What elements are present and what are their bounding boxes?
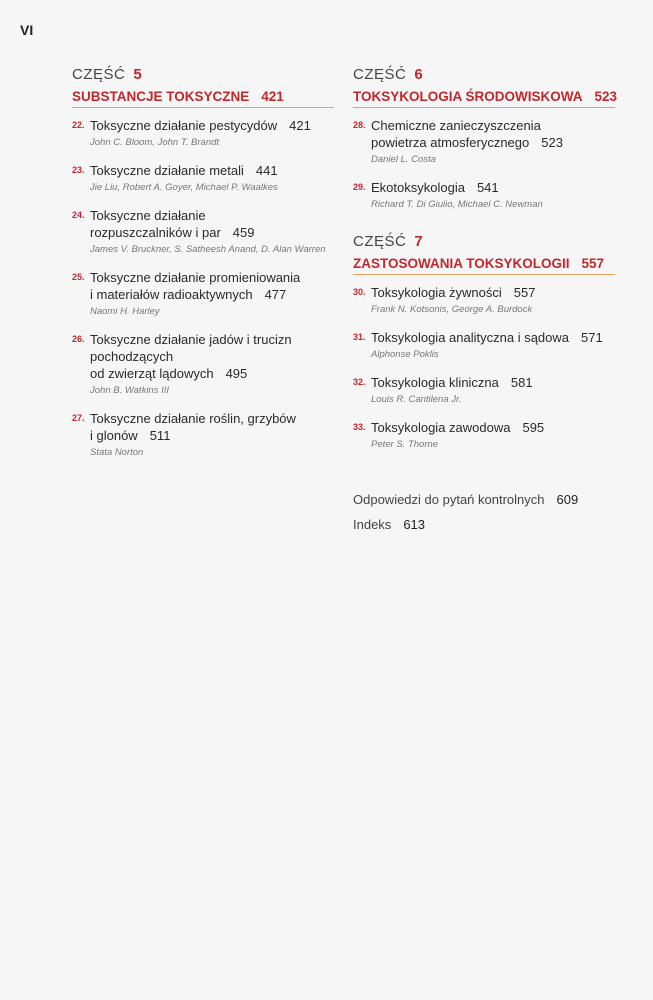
chapter-page: 459 <box>232 225 255 240</box>
chapter-number: 22. <box>72 120 85 130</box>
chapter-authors: James V. Bruckner, S. Satheesh Anand, D. Alan Warren <box>90 244 326 255</box>
chapter-title <box>371 117 615 151</box>
part-6 <box>353 66 618 211</box>
chapter-title-line: pochodzących <box>90 349 174 364</box>
part-word: CZĘŚĆ <box>353 66 407 83</box>
entry-title: Indeks <box>353 517 392 532</box>
chapter-authors: Daniel L. Costa <box>371 154 436 165</box>
page-number: VI <box>20 22 34 38</box>
chapter-number: 28. <box>353 120 366 130</box>
chapter-title-line: Toksyczne działanie jadów i trucizn <box>90 332 292 347</box>
part-word: CZĘŚĆ <box>72 66 126 83</box>
part-7 <box>353 233 615 451</box>
part-word: CZĘŚĆ <box>353 233 407 250</box>
right-column <box>353 66 618 473</box>
chapter-entry[interactable] <box>353 179 615 211</box>
part-page: 523 <box>594 89 618 104</box>
chapter-title-line: Toksyczne działanie <box>90 208 206 223</box>
chapter-number: 30. <box>353 287 366 297</box>
chapter-title <box>90 162 334 179</box>
chapter-page: 557 <box>513 285 536 300</box>
chapter-page: 523 <box>541 135 563 150</box>
chapter-entry[interactable] <box>72 207 334 256</box>
entry-page: 613 <box>403 517 426 532</box>
toc-entry-index[interactable] <box>353 517 578 532</box>
chapter-page: 477 <box>264 287 287 302</box>
chapter-entry[interactable] <box>72 162 334 194</box>
chapter-authors: Stata Norton <box>90 447 144 458</box>
chapter-title-line: Toksykologia analityczna i sądowa <box>371 330 569 345</box>
chapter-title <box>90 331 334 382</box>
chapter-authors: Richard T. Di Giulio, Michael C. Newman <box>371 199 543 210</box>
chapter-page: 495 <box>225 366 248 381</box>
part-label <box>353 233 615 250</box>
chapter-title <box>371 374 615 391</box>
chapter-title-line: Toksyczne działanie promieniowania <box>90 270 301 285</box>
part-label <box>72 66 334 83</box>
chapter-authors: John C. Bloom, John T. Brandt <box>90 137 220 148</box>
chapter-page: 595 <box>522 420 545 435</box>
chapter-title <box>371 284 615 301</box>
chapter-title <box>90 269 334 303</box>
chapter-entry[interactable] <box>72 269 334 318</box>
chapter-number: 24. <box>72 210 85 220</box>
part-title[interactable] <box>353 89 618 108</box>
chapter-title <box>90 410 334 444</box>
chapter-number: 29. <box>353 182 366 192</box>
entry-title: Odpowiedzi do pytań kontrolnych <box>353 492 545 507</box>
chapter-title-line: i materiałów radioaktywnych <box>90 287 253 302</box>
chapter-authors: Alphonse Poklis <box>371 349 439 360</box>
chapter-entry[interactable] <box>72 117 334 149</box>
chapter-page: 421 <box>289 118 311 133</box>
toc-entry-answers[interactable] <box>353 492 578 507</box>
part-page: 421 <box>261 89 284 104</box>
chapter-entry[interactable] <box>72 331 334 397</box>
part-page: 557 <box>581 256 605 271</box>
part-title[interactable] <box>353 256 615 275</box>
chapter-authors: Louis R. Cantilena Jr. <box>371 394 462 405</box>
chapter-number: 25. <box>72 272 85 282</box>
chapter-title-line: rozpuszczalników i par <box>90 225 221 240</box>
part-title[interactable] <box>72 89 334 108</box>
chapter-title-line: Toksykologia żywności <box>371 285 502 300</box>
appendix-entries <box>353 492 578 542</box>
chapter-authors: John B. Watkins III <box>90 385 170 396</box>
chapter-title-line: Toksykologia zawodowa <box>371 420 511 435</box>
chapter-page: 541 <box>476 180 499 195</box>
chapter-title <box>90 207 334 241</box>
chapter-page: 441 <box>255 163 278 178</box>
chapter-title <box>371 419 615 436</box>
chapter-page: 571 <box>581 330 603 345</box>
part-number: 5 <box>133 66 143 83</box>
chapter-entry[interactable] <box>353 419 615 451</box>
entry-page: 609 <box>556 492 579 507</box>
chapter-authors: Jie Liu, Robert A. Goyer, Michael P. Waalkes <box>90 182 278 193</box>
part-title-text: SUBSTANCJE TOKSYCZNE <box>72 89 250 104</box>
chapter-title-line: powietrza atmosferycznego <box>371 135 530 150</box>
part-number: 6 <box>414 66 424 83</box>
chapter-title-line: i glonów <box>90 428 138 443</box>
chapter-number: 32. <box>353 377 366 387</box>
chapter-title-line: od zwierząt lądowych <box>90 366 214 381</box>
chapter-title <box>371 329 615 346</box>
chapter-title-line: Ekotoksykologia <box>371 180 465 195</box>
chapter-number: 26. <box>72 334 85 344</box>
chapter-title-line: Toksyczne działanie roślin, grzybów <box>90 411 296 426</box>
chapter-entry[interactable] <box>72 410 334 459</box>
chapter-number: 27. <box>72 413 85 423</box>
chapter-page: 511 <box>149 428 171 443</box>
chapter-entry[interactable] <box>353 329 615 361</box>
chapter-entry[interactable] <box>353 374 615 406</box>
chapter-title <box>371 179 615 196</box>
chapter-entry[interactable] <box>353 117 615 166</box>
chapter-number: 23. <box>72 165 85 175</box>
chapter-authors: Frank N. Kotsonis, George A. Burdock <box>371 304 533 315</box>
chapter-number: 33. <box>353 422 366 432</box>
part-label <box>353 66 615 83</box>
chapter-authors: Naomi H. Harley <box>90 306 160 317</box>
chapter-title <box>90 117 334 134</box>
chapter-authors: Peter S. Thorne <box>371 439 439 450</box>
part-title-text: ZASTOSOWANIA TOKSYKOLOGII <box>353 256 570 271</box>
chapter-number: 31. <box>353 332 366 342</box>
part-5 <box>72 66 334 459</box>
part-number: 7 <box>414 233 424 250</box>
chapter-title-line: Toksyczne działanie metali <box>90 163 244 178</box>
chapter-page: 581 <box>510 375 533 390</box>
chapter-title-line: Toksykologia kliniczna <box>371 375 499 390</box>
chapter-title-line: Toksyczne działanie pestycydów <box>90 118 278 133</box>
left-column <box>72 66 334 481</box>
part-title-text: TOKSYKOLOGIA ŚRODOWISKOWA <box>353 89 583 104</box>
chapter-entry[interactable] <box>353 284 615 316</box>
chapter-title-line: Chemiczne zanieczyszczenia <box>371 118 541 133</box>
